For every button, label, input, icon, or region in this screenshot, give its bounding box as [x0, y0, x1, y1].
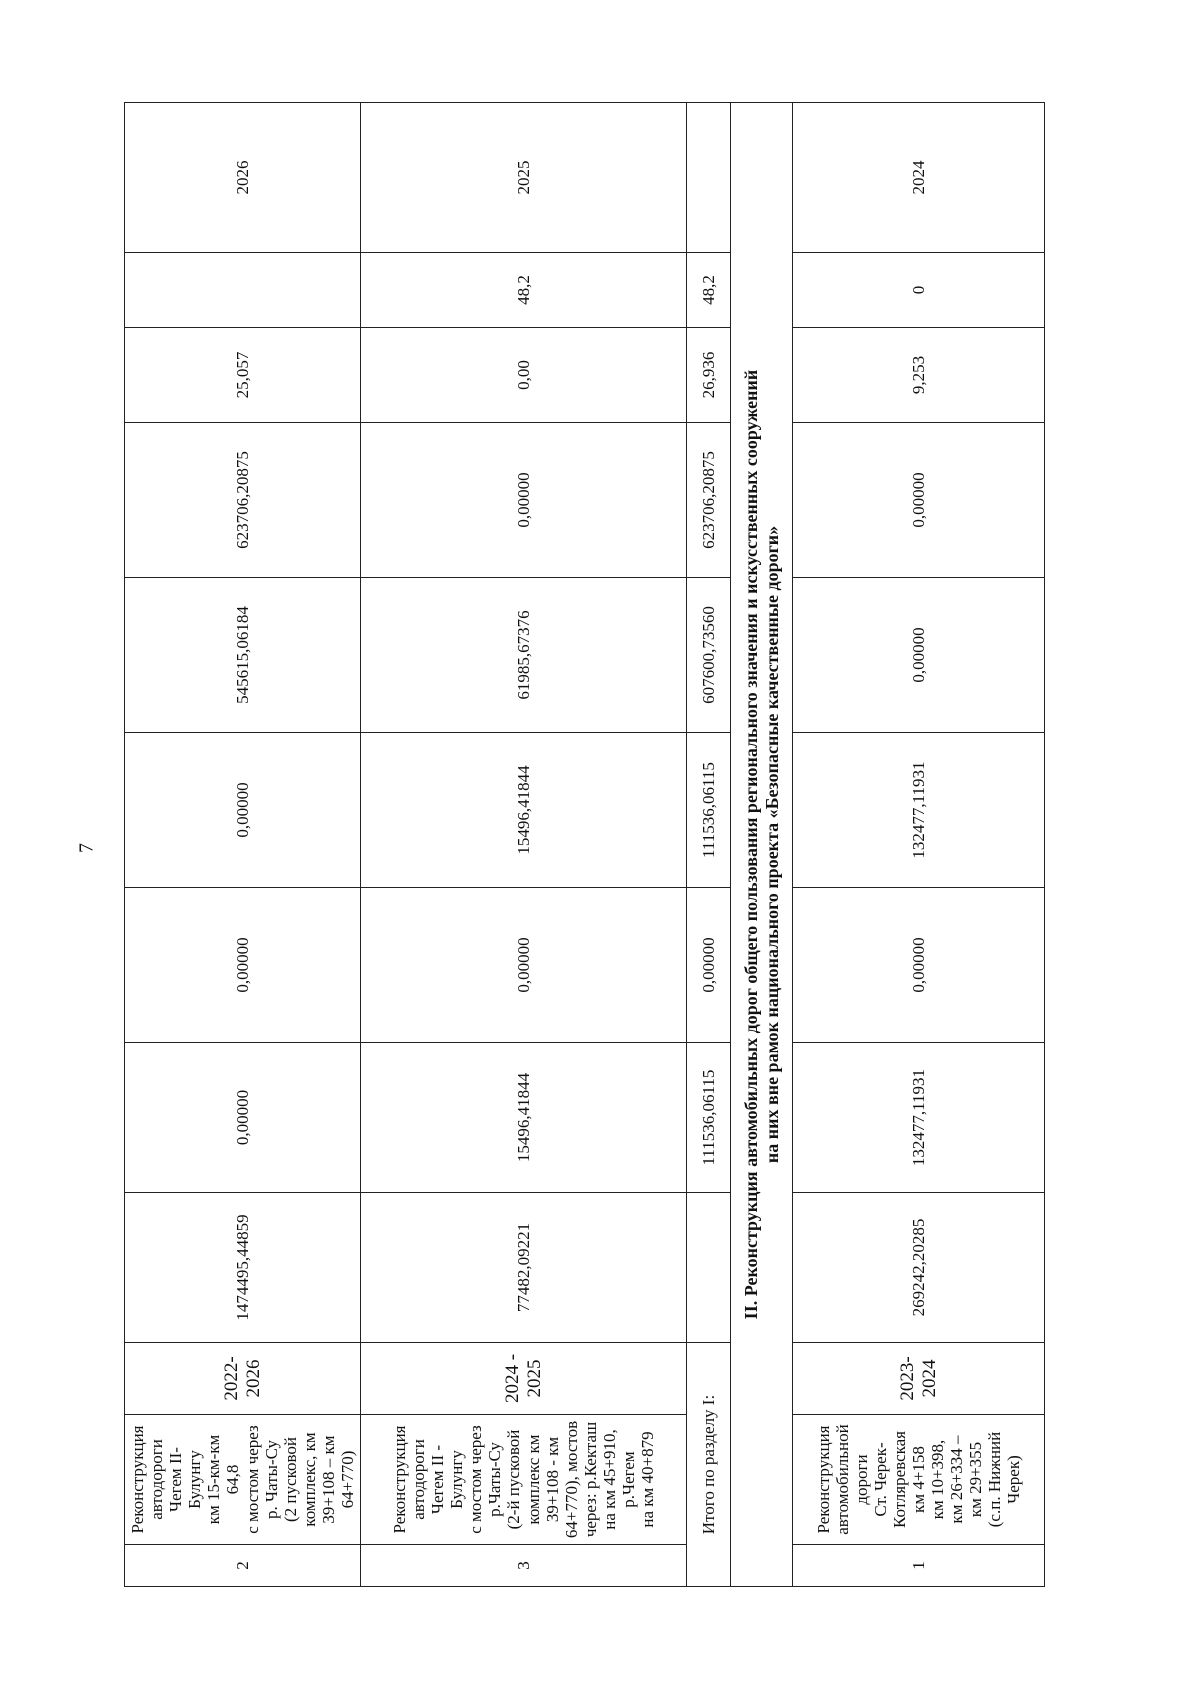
rotated-table-container — [124, 103, 1044, 1587]
object-name: Реконструкция автодороги Чегем II - Булунгу с мостом через р.Чаты-Су (2-й пусковой комплекс км 39+108 - км 64+770), мостов через: р.Кекташ на км 45+910, р.Чегем на км 40+879 — [361, 1415, 687, 1545]
total-value: 111536,06115 — [687, 1043, 731, 1193]
table-row — [125, 103, 361, 1587]
value-cell: 48,2 — [361, 253, 687, 328]
value-cell: 61985,67376 — [361, 578, 687, 733]
value-cell: 1474495,44859 — [125, 1193, 361, 1343]
value-cell: 623706,20875 — [125, 423, 361, 578]
row-number: 2 — [125, 1545, 361, 1587]
value-cell: 0,00000 — [793, 423, 1045, 578]
total-value: 0,00000 — [687, 888, 731, 1043]
data-table — [124, 102, 1045, 1587]
object-name: Реконструкция автодороги Чегем II-Булунгу км 15-км-км 64,8 с мостом через р. Чаты-Су (2 пусковой комплекс, км 39+108 – км 64+770) — [125, 1415, 361, 1545]
value-cell: 15496,41844 — [361, 733, 687, 888]
value-cell: 0,00000 — [361, 423, 687, 578]
value-cell: 0 — [793, 253, 1045, 328]
value-cell: 0,00000 — [793, 888, 1045, 1043]
year-cell: 2025 — [361, 103, 687, 253]
total-value — [687, 103, 731, 253]
value-cell: 25,057 — [125, 328, 361, 423]
section-heading-line-1: II. Реконструкция автомобильных дорог общего пользования регионального значения и искусственных сооружений — [740, 369, 761, 1320]
total-value: 607600,73560 — [687, 578, 731, 733]
value-cell: 0,00000 — [361, 888, 687, 1043]
total-value: 623706,20875 — [687, 423, 731, 578]
total-value: 48,2 — [687, 253, 731, 328]
value-cell: 0,00000 — [125, 888, 361, 1043]
value-cell: 0,00000 — [793, 578, 1045, 733]
total-value: 111536,06115 — [687, 733, 731, 888]
year-cell: 2024 — [793, 103, 1045, 253]
year-cell: 2026 — [125, 103, 361, 253]
value-cell: 269242,20285 — [793, 1193, 1045, 1343]
table-row — [361, 103, 687, 1587]
value-cell: 545615,06184 — [125, 578, 361, 733]
value-cell: 0,00000 — [125, 733, 361, 888]
table-row — [793, 103, 1045, 1587]
total-value: 26,936 — [687, 328, 731, 423]
years-cell: 2022- 2026 — [125, 1343, 361, 1415]
value-cell: 77482,09221 — [361, 1193, 687, 1343]
value-cell: 15496,41844 — [361, 1043, 687, 1193]
years-cell: 2023- 2024 — [793, 1343, 1045, 1415]
page-number: 7 — [75, 843, 98, 853]
value-cell: 0,00 — [361, 328, 687, 423]
value-cell — [125, 253, 361, 328]
row-number: 1 — [793, 1545, 1045, 1587]
object-name: Реконструкция автомобильной дороги Ст. Черек- Котляревская км 4+158 км 10+398, км 26+334 – км 29+355 (с.п. Нижний Черек) — [793, 1415, 1045, 1545]
section-heading — [731, 103, 793, 1587]
total-row — [687, 103, 731, 1587]
row-number: 3 — [361, 1545, 687, 1587]
years-cell: 2024 - 2025 — [361, 1343, 687, 1415]
value-cell: 132477,11931 — [793, 733, 1045, 888]
value-cell: 132477,11931 — [793, 1043, 1045, 1193]
value-cell: 0,00000 — [125, 1043, 361, 1193]
total-label: Итого по разделу I: — [687, 1343, 731, 1587]
value-cell: 9,253 — [793, 328, 1045, 423]
section-heading-line-2: на них вне рамок национального проекта «Безопасные качественные дороги» — [761, 525, 782, 1164]
total-value — [687, 1193, 731, 1343]
section-heading-row — [731, 103, 793, 1587]
